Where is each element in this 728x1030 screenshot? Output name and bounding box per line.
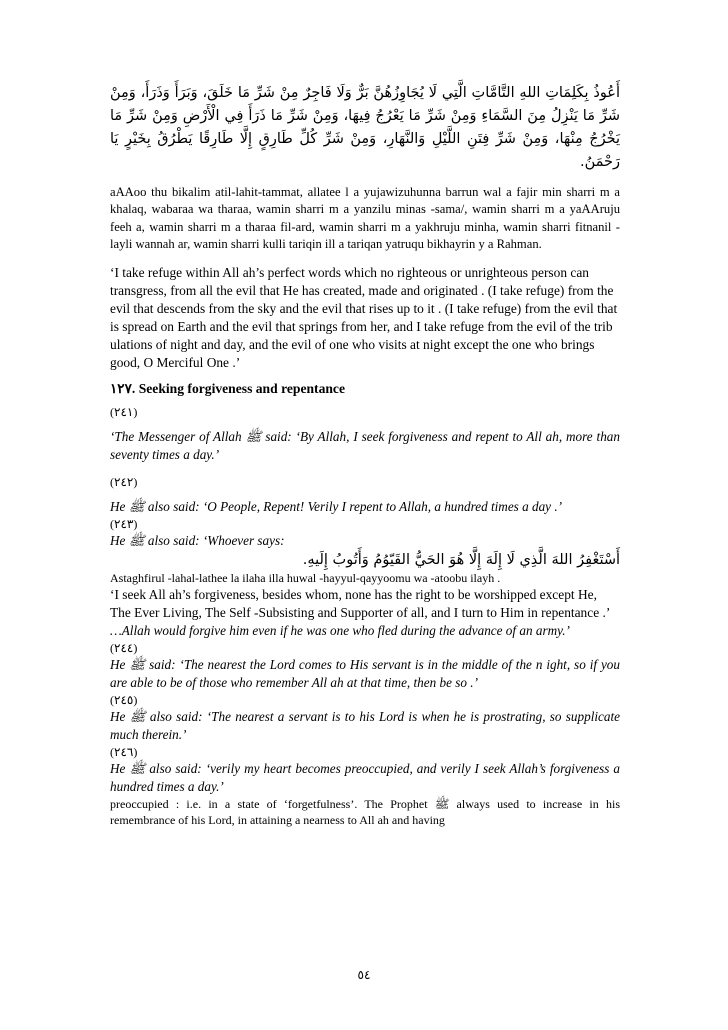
- hadith-translation-243: ‘I seek All ah’s forgiveness, besides whom, none has the right to be worshipped except He, The Ever Living, The Self -Subsisting and Supporter of all, and I turn to Him in repentance .’: [110, 586, 611, 620]
- section-heading: ١٢٧. Seeking forgiveness and repentance: [110, 380, 345, 396]
- hadith-number-246: (٢٤٦): [110, 744, 138, 759]
- footnote-text: preoccupied : i.e. in a state of ‘forgetfulness’. The Prophet ﷺ always used to increase in his remembrance of his Lord, in attaining a nearness to All ah and having: [110, 796, 621, 827]
- hadith-text-244: He ﷺ said: ‘The nearest the Lord comes to His servant is in the middle of the n ight, so if you are able to be of those who remember All ah at that time, then be so .’: [110, 656, 620, 690]
- hadith-transliteration-243: Astaghfirul -lahal-lathee la ilaha illa huwal -hayyul-qayyoomu wa -atoobu ilayh .: [110, 570, 501, 585]
- hadith-intro-243: He ﷺ also said: ‘Whoever says:: [110, 532, 285, 548]
- hadith-text-241: ‘The Messenger of Allah ﷺ said: ‘By Allah, I seek forgiveness and repent to All ah, more than seventy times a day.’: [110, 428, 620, 462]
- hadith-number-242: (٢٤٢): [110, 474, 138, 489]
- hadith-number-245: (٢٤٥): [110, 692, 138, 707]
- dua-translation: ‘I take refuge within All ah’s perfect words which no righteous or unrighteous person can transgress, from all the evil that He has created, made and originated . (I take refuge) from the evil that descends from the sky and the evil that rises up to it . (I take refuge) from the evil that is spread on Earth and the evil that springs from her, and I take refuge from the evil of the trib ulations of night and day, and the evil of one who visits at night except the one who brings good, O Merciful One .’: [110, 264, 618, 370]
- hadith-result-243: …Allah would forgive him even if he was one who fled during the advance of an army.’: [110, 622, 570, 638]
- hadith-number-243: (٢٤٣): [110, 516, 138, 531]
- dua-transliteration: aAAoo thu bikalim atil-lahit-tammat, allatee l a yujawizuhunna barrun wal a fajir min sharri m a khalaq, wabaraa wa tharaa, wamin sharri m a yanzilu minas -sama/, wamin sharri m a yaAAruju feeh a, wamin sharri m a tharaa fil-ard, wamin sharri m a yakhruju minha, wamin sharri fitnanil -layli wannah ar, wamin sharri kulli tariqin ill a tariqan yatruqu bikhayrin y a Rahman.: [110, 185, 620, 252]
- hadith-number-241: (٢٤١): [110, 404, 138, 419]
- hadith-text-245: He ﷺ also said: ‘The nearest a servant is to his Lord is when he is prostrating, so supplicate much therein.’: [110, 708, 620, 742]
- page-body: [110, 82, 620, 828]
- hadith-number-244: (٢٤٤): [110, 640, 138, 655]
- page-number: ٥٤: [357, 968, 371, 982]
- hadith-text-242: He ﷺ also said: ‘O People, Repent! Verily I repent to Allah, a hundred times a day .’: [110, 498, 563, 514]
- hadith-arabic-243: أَسْتَغْفِرُ اللهَ الَّذِي لَا إِلَهَ إِلَّا هُوَ الحَيُّ القَيّوُمُ وَأَتُوبُ إِلَيهِ.: [302, 551, 620, 568]
- arabic-dua: أَعُوذُ بِكَلِمَاتِ اللهِ التَّامَّاتِ الَّتِي لَا يُجَاوِزُهُنَّ بَرٌّ وَلَا فَاجِرٌ مِنْ شَرِّ مَا خَلَقَ، وَبَرَأَ وَذَرَأَ، وَمِنْ شَرِّ مَا يَنْزِلُ مِنَ السَّمَاءِ وَمِنْ شَرِّ مَا يَعْرُجُ فِيهَا، وَمِنْ شَرِّ مَا ذَرَأَ فِي الْأَرْضِ وَمِنْ شَرِّ مَا يَخْرُجُ مِنْهَا، وَمِنْ شَرِّ فِتَنِ اللَّيْلِ وَالنَّهَارِ، وَمِنْ شَرِّ كُلِّ طَارِقٍ إِلَّا طَارِقًا يَطْرُقُ بِخَيْرٍ يَا رَحْمَنُ.: [110, 85, 620, 170]
- hadith-text-246: He ﷺ also said: ‘verily my heart becomes preoccupied, and verily I seek Allah’s forgiveness a hundred times a day.’: [110, 760, 620, 794]
